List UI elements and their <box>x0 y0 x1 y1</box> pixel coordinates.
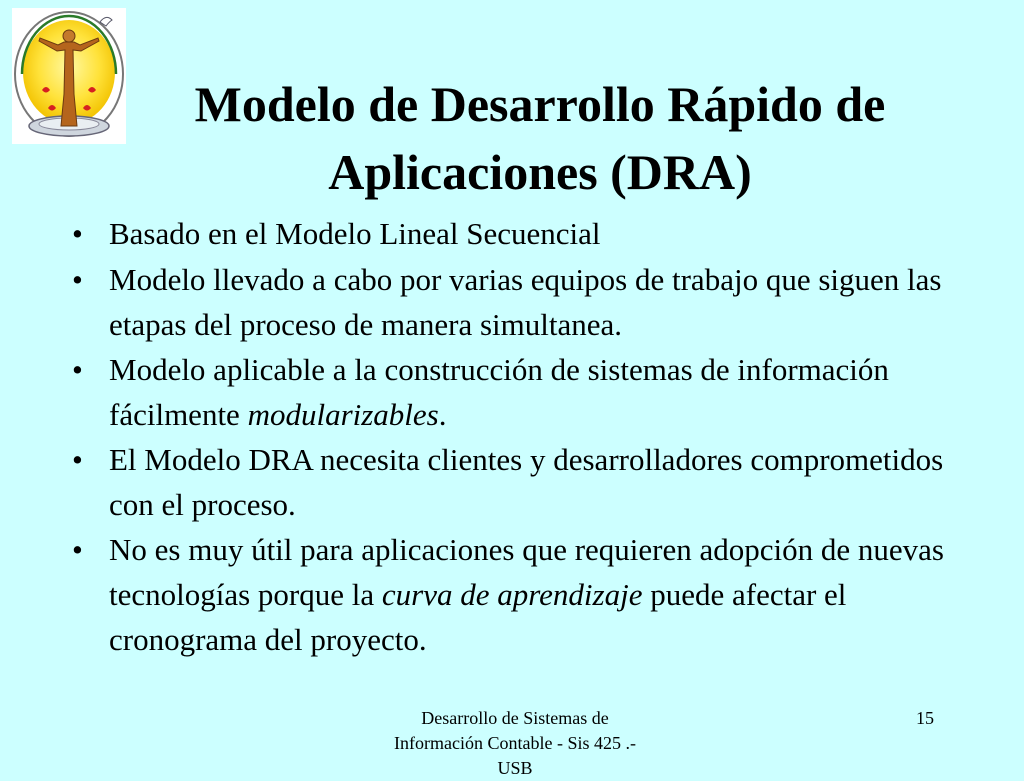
bullet-emphasis: curva de aprendizaje <box>381 577 643 612</box>
bullet-dot: • <box>72 262 83 297</box>
slide-title-line-2: Aplicaciones (DRA) <box>328 144 752 200</box>
bullet-dot: • <box>72 532 83 567</box>
bullet-text-part: Modelo aplicable a la construcción de sistemas de información fácilmente <box>109 352 889 432</box>
footer-text <box>360 706 670 781</box>
bullet-text: El Modelo DRA necesita clientes y desarrolladores comprometidos con el proceso. <box>109 442 944 522</box>
bullet-item <box>72 211 972 256</box>
bullet-emphasis: modularizables <box>247 397 439 432</box>
bullet-text: Modelo llevado a cabo por varias equipos de trabajo que siguen las etapas del proceso de manera simultanea. <box>109 262 942 342</box>
bullet-list <box>72 211 972 663</box>
bullet-text-part: No es muy útil para aplicaciones que requieren adopción de nuevas tecnologías porque la <box>109 532 944 612</box>
footer-line: USB <box>497 758 533 778</box>
footer-line: Información Contable - Sis 425 .- <box>394 733 636 753</box>
page-number: 15 <box>916 708 934 728</box>
bullet-text-part: puede afectar el cronograma del proyecto. <box>109 577 847 657</box>
footer-line: Desarrollo de Sistemas de <box>421 708 609 728</box>
slide-title <box>100 70 980 206</box>
bullet-dot: • <box>72 352 83 387</box>
bullet-item <box>72 437 972 527</box>
bullet-item <box>72 527 972 662</box>
bullet-dot: • <box>72 442 83 477</box>
slide-title-line-1: Modelo de Desarrollo Rápido de <box>194 76 886 132</box>
bullet-item <box>72 347 972 437</box>
bullet-text-part: . <box>438 397 447 432</box>
bullet-item <box>72 257 972 347</box>
bullet-dot: • <box>72 216 83 251</box>
bullet-text: Basado en el Modelo Lineal Secuencial <box>109 216 601 251</box>
